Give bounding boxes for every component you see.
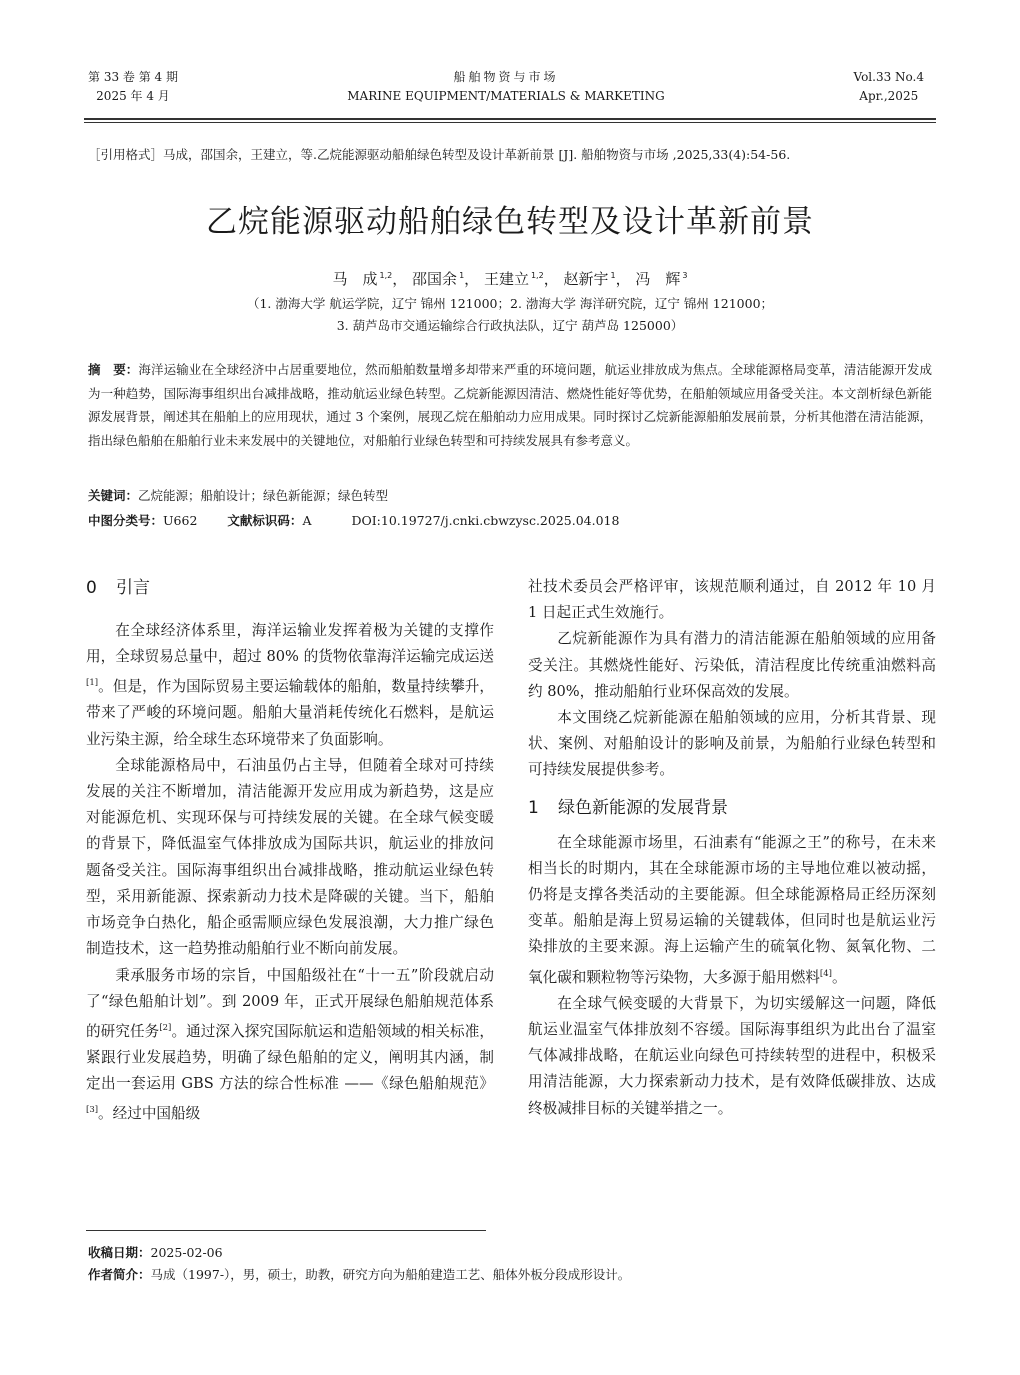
section-title: 引言 <box>116 578 150 598</box>
paper-title: 乙烷能源驱动船舶绿色转型及设计革新前景 <box>206 204 814 240</box>
doc-code-value: A <box>302 513 312 528</box>
author-bio <box>88 1264 932 1286</box>
doi-label: DOI: <box>351 513 381 528</box>
author-name: 马 成 <box>332 270 378 288</box>
header-volume-en: Vol.33 No.4 <box>853 70 924 84</box>
received-label: 收稿日期： <box>88 1245 151 1260</box>
received-value: 2025-02-06 <box>150 1245 223 1260</box>
citation-ref: [3] <box>86 1105 99 1116</box>
paragraph-continued: 社技术委员会严格评审，该规范顺利通过，自 2012 年 10 月 1 日起正式生效施行。 <box>528 578 936 622</box>
affiliations <box>0 293 1020 337</box>
author-bio-label: 作者简介： <box>88 1267 151 1282</box>
paragraph: 乙烷新能源作为具有潜力的清洁能源在船舶领域的应用备受关注。其燃烧性能好、污染低，清洁程度比传统重油燃料高约 80%，推动船舶行业环保高效的发展。 <box>528 630 936 700</box>
header-issue-en <box>854 68 925 106</box>
author-list: 马 成 $^{1,2}$， 邵国余 $^1$， 王建立 $^{1,2}$， 赵新宇 $^1$， 冯 辉 $^3$ <box>332 270 688 288</box>
paragraph: 在全球经济体系里，海洋运输业发挥着极为关键的支撑作用，全球贸易总量中，超过 80% 的货物依靠海洋运输完成运送[1]。但是，作为国际贸易主要运输载体的船舶，数量持续攀升，带来了严峻的环境问题。船舶大量消耗传统化石燃料，是航运业污染主源，给全球生态环境带来了负面影响。 <box>86 622 494 748</box>
paragraph: 在全球气候变暖的大背景下，为切实缓解这一问题，降低航运业温室气体排放刻不容缓。国际海事组织为此出台了温室气体减排战略，在航运业向绿色可持续转型的进程中，积极采用清洁能源，大力探索新动力技术，是有效降低碳排放、达成终极减排目标的关键举措之一。 <box>528 994 936 1117</box>
doc-code-label: 文献标识码： <box>227 513 303 528</box>
keywords <box>88 486 932 506</box>
paragraph: 全球能源格局中，石油虽仍占主导，但随着全球对可持续发展的关注不断增加，清洁能源开发应用成为新趋势，这是应对能源危机、实现环保与可持续发展的关键。在全球气候变暖的背景下，降低温室气体排放成为国际共识，航运业的排放问题备受关注。国际海事组织出台减排战略，推动航运业绿色转型，采用新能源、探索新动力技术是降碳的关键。当下，船舶市场竞争白热化，船企亟需顺应绿色发展浪潮，大力推广绿色制造技术，这一趋势推动船舶行业不断向前发展。 <box>86 756 494 958</box>
abstract-label: 摘 要： <box>88 362 139 377</box>
section-heading-intro <box>86 574 494 602</box>
citation-ref: [2] <box>159 1022 172 1033</box>
author-name: 王建立 <box>483 270 529 288</box>
citation-ref: [1] <box>86 678 99 689</box>
clc-label: 中图分类号： <box>88 513 164 528</box>
footnote-rule <box>86 1230 486 1231</box>
journal-name-cn: 船舶物资与市场 <box>453 70 559 84</box>
body-column-left <box>86 574 494 1127</box>
body-column-right <box>528 574 936 1122</box>
doi-value: 10.19727/j.cnki.cbwzysc.2025.04.018 <box>380 513 620 528</box>
paragraph: 本文围绕乙烷新能源在船舶领域的应用，分析其背景、现状、案例、对船舶设计的影响及前景，为船舶行业绿色转型和可持续发展提供参考。 <box>528 709 936 779</box>
paragraph: 秉承服务市场的宗旨，中国船级社在“十一五”阶段就启动了“绿色船舶计划”。到 2009 年，正式开展绿色船舶规范体系的研究任务[2]。通过深入探究国际航运和造船领域的相关标准，紧跟行业发展趋势，明确了绿色船舶的定义，阐明其内涵，制定出一套运用 GBS 方法的综合性标准 ——《绿色船舶规范》[3]。经过中国船级 <box>86 966 494 1123</box>
section-number: 0 <box>86 578 97 598</box>
header-volume-issue: 第 33 卷 第 4 期 <box>88 70 178 84</box>
classification-line <box>88 511 932 531</box>
citation-label: ［引用格式］ <box>88 147 164 162</box>
citation-format <box>88 146 950 164</box>
author-bio-value: 马成（1997-），男，硕士，助教，研究方向为船舶建造工艺、船体外板分段成形设计。 <box>150 1267 631 1282</box>
received-date <box>88 1242 932 1264</box>
citation-ref: [4] <box>819 968 832 979</box>
author-affil-mark: 1,2 <box>530 271 544 280</box>
author-affil-mark: 1 <box>610 271 616 280</box>
section-title: 绿色新能源的发展背景 <box>558 797 728 818</box>
author-affil-mark: 1,2 <box>379 271 393 280</box>
footnote <box>88 1242 932 1286</box>
paragraph: 在全球能源市场里，石油素有“能源之王”的称号，在未来相当长的时期内，其在全球能源市场的主导地位难以被动摇，仍将是支撑各类活动的主要能源。但全球能源格局正经历深刻变革。船舶是海上贸易运输的关键载体，但同时也是航运业污染排放的主要来源。海上运输产生的硫氧化物、氮氧化物、二氧化碳和颗粒物等污染物，大多源于船用燃料[4]。 <box>528 833 936 986</box>
header-date: 2025 年 4 月 <box>96 89 170 103</box>
keywords-text: 乙烷能源；船舶设计；绿色新能源；绿色转型 <box>138 488 389 503</box>
author-affil-mark: 3 <box>682 271 688 280</box>
keywords-label: 关键词： <box>88 488 139 503</box>
header-rule-thick <box>84 118 936 120</box>
header-date-en: Apr.,2025 <box>859 89 919 103</box>
author-affil-mark: 1 <box>459 271 465 280</box>
author-name: 邵国余 <box>412 270 458 288</box>
abstract-text: 海洋运输业在全球经济中占居重要地位，然而船舶数量增多却带来严重的环境问题，航运业排放成为焦点。全球能源格局变革，清洁能源开发成为一种趋势，国际海事组织出台减排战略，推动航运业绿色转型。乙烷新能源因清洁、燃烧性能好等优势，在船舶领域应用备受关注。本文剖析绿色新能源发展背景，阐述其在船舶上的应用现状，通过 3 个案例，展现乙烷在船舶动力应用成果。同时探讨乙烷新能源船舶发展前景，分析其他潜在清洁能源，指出绿色船舶在船舶行业未来发展中的关键地位，对船舶行业绿色转型和可持续发展具有参考意义。 <box>88 362 932 448</box>
header-rule-thin <box>84 122 936 123</box>
running-header <box>88 66 924 110</box>
section-heading-background <box>528 794 936 822</box>
header-journal <box>88 68 924 106</box>
affiliation-line: 3. 葫芦岛市交通运输综合行政执法队，辽宁 葫芦岛 125000） <box>336 318 684 333</box>
abstract <box>88 358 932 452</box>
citation-text: 马成，邵国余，王建立，等.乙烷能源驱动船舶绿色转型及设计革新前景 [J]. 船舶物资与市场 ,2025,33(4):54-56. <box>163 147 791 162</box>
section-number: 1 <box>528 797 539 818</box>
author-name: 赵新宇 <box>563 270 609 288</box>
journal-name-en: MARINE EQUIPMENT/MATERIALS & MARKETING <box>347 89 665 103</box>
author-name: 冯 辉 <box>635 270 681 288</box>
affiliation-line: （1. 渤海大学 航运学院，辽宁 锦州 121000；2. 渤海大学 海洋研究院，辽宁 锦州 121000； <box>246 296 774 311</box>
clc-value: U662 <box>163 513 198 528</box>
